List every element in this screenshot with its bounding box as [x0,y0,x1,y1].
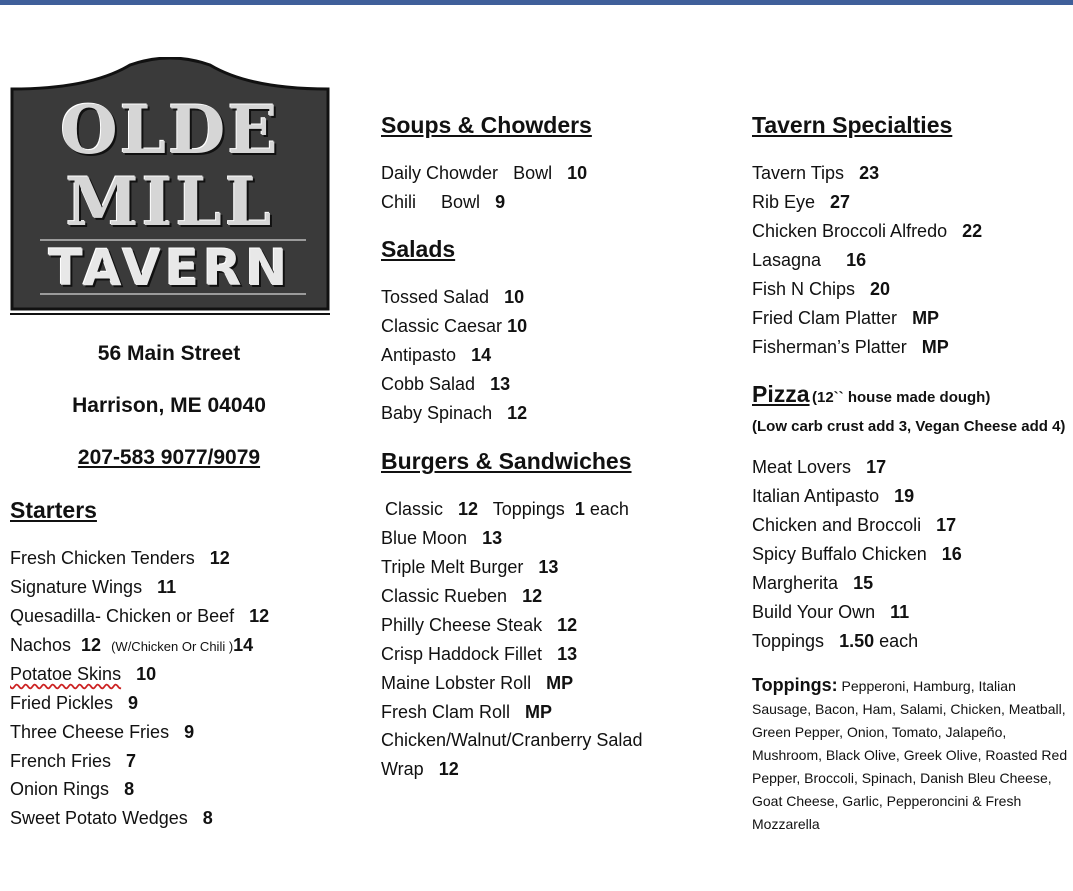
specialty-item: Fried Clam Platter MP [752,308,940,328]
starter-item: Sweet Potato Wedges 8 [10,808,213,828]
salad-item: Cobb Salad 13 [381,374,511,394]
pizza-item: Margherita 15 [752,573,874,593]
salads-heading: Salads [381,236,456,262]
starter-item: Fried Pickles 9 [10,693,139,713]
salad-item: Classic Caesar 10 [381,316,528,336]
starter-item: Fresh Chicken Tenders 12 [10,548,230,568]
pizza-crust-note: (Low carb crust add 3, Vegan Cheese add 4) [752,418,1066,435]
salad-item: Antipasto 14 [381,345,492,365]
pizza-item: Toppings 1.50 each [752,631,919,651]
starters-heading: Starters [10,497,97,523]
logo-underline [10,313,330,315]
city-state-zip: Harrison, ME 04040 [72,394,266,417]
logo-text-mill: MILL [65,163,275,241]
burger-item: Blue Moon 13 [381,528,503,548]
starter-item: Potatoe Skins 10 [10,664,157,684]
pizza-toppings-list [752,674,1070,836]
pizza-item: Spicy Buffalo Chicken 16 [752,544,962,564]
burger-item: Classic 12 Toppings 1 each [385,499,629,519]
specialty-item: Tavern Tips 23 [752,163,880,183]
pizza-heading: Pizza [752,381,810,407]
specialty-item: Lasagna 16 [752,250,867,270]
starter-item: Quesadilla- Chicken or Beef 12 [10,606,270,626]
pizza-item: Build Your Own 11 [752,602,910,622]
specialty-item: Fish N Chips 20 [752,279,891,299]
starter-item: Onion Rings 8 [10,779,135,799]
toppings-text: Pepperoni, Hamburg, Italian Sausage, Bacon, Ham, Salami, Chicken, Meatball, Green Pepper, Onion, Tomato, Jalapeño, Mushroom, Black Olive, Greek Olive, Roasted Red Pepper, Broccoli, Spinach, Danish Bleu Cheese, Goat Cheese, Garlic, Pepperoncini & Fresh Mozzarella [752,678,1068,832]
salad-item: Tossed Salad 10 [381,287,525,307]
soups-heading: Soups & Chowders [381,112,592,138]
burger-item: Wrap 12 [381,759,459,779]
top-border [0,0,1073,5]
pizza-item: Italian Antipasto 19 [752,486,915,506]
burger-item: Classic Rueben 12 [381,586,543,606]
logo-text-olde: OLDE [60,91,280,169]
phone-number[interactable]: 207-583 9077/9079 [77,446,261,469]
street-address: 56 Main Street [97,342,241,365]
burger-item: Fresh Clam Roll MP [381,702,553,722]
pizza-item: Chicken and Broccoli 17 [752,515,957,535]
specialty-item: Fisherman’s Platter MP [752,337,949,357]
starter-item: Three Cheese Fries 9 [10,722,195,742]
burgers-heading: Burgers & Sandwiches [381,448,632,474]
burger-item: Chicken/Walnut/Cranberry Salad [381,730,643,750]
starter-item: French Fries 7 [10,751,137,771]
specialty-item: Chicken Broccoli Alfredo 22 [752,221,983,241]
burger-item: Maine Lobster Roll MP [381,673,574,693]
logo-text-tavern: TAVERN [48,239,292,297]
burger-item: Triple Melt Burger 13 [381,557,559,577]
tavern-logo [10,57,330,315]
pizza-dough-note: (12`` house made dough) [812,389,991,406]
toppings-label: Toppings: [752,675,838,695]
soup-item: Daily Chowder Bowl 10 [381,163,588,183]
specialties-heading: Tavern Specialties [752,112,953,138]
pizza-item: Meat Lovers 17 [752,457,887,477]
soup-item: Chili Bowl 9 [381,192,506,212]
starter-item: Signature Wings 11 [10,577,177,597]
specialty-item: Rib Eye 27 [752,192,851,212]
burger-item: Philly Cheese Steak 12 [381,615,578,635]
starter-item: Nachos 12 (W/Chicken Or Chili )14 [10,635,254,655]
burger-item: Crisp Haddock Fillet 13 [381,644,578,664]
salad-item: Baby Spinach 12 [381,403,528,423]
